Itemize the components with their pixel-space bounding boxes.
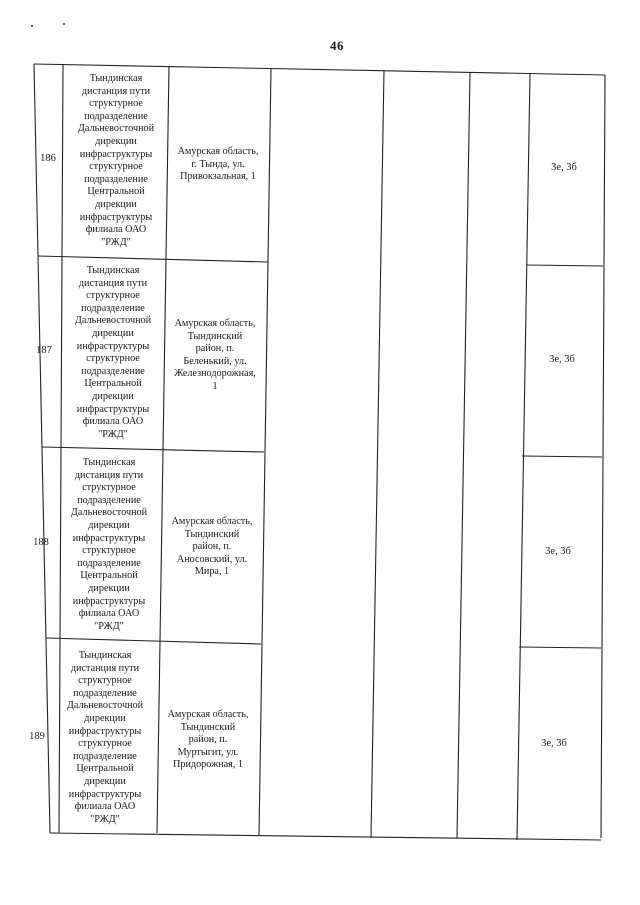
code: 3е, 3б [541, 738, 567, 749]
address: Амурская область, г. Тында, ул. Привокзальная, 1 [177, 146, 259, 183]
code: 3е, 3б [551, 162, 577, 173]
row-number: 188 [33, 537, 49, 548]
organization-name: Тындинская дистанция пути структурное подразделение Дальневосточной дирекции инфраструктуры структурное подразделение Центральной дирекции инфраструктуры филиала ОАО "РЖД" [70, 457, 148, 632]
organization-name: Тындинская дистанция пути структурное подразделение Дальневосточной дирекции инфраструктуры структурное подразделение Центральной дирекции инфраструктуры филиала ОАО "РЖД" [74, 265, 152, 440]
row-number: 186 [40, 153, 56, 164]
page-number: 46 [330, 38, 344, 53]
code: 3е, 3б [549, 354, 575, 365]
address: Амурская область, Тындинский район, п. Муртыгит, ул. Придорожная, 1 [167, 709, 249, 771]
organization-name: Тындинская дистанция пути структурное подразделение Дальневосточной дирекции инфраструктуры структурное подразделение Центральной дирекции инфраструктуры филиала ОАО "РЖД" [66, 650, 144, 825]
row-number: 187 [36, 345, 52, 356]
address: Амурская область, Тындинский район, п. Аносовский, ул. Мира, 1 [171, 516, 253, 578]
row-number: 189 [29, 731, 45, 742]
address: Амурская область, Тындинский район, п. Беленький, ул. Железнодорожная, 1 [174, 318, 256, 392]
code: 3е, 3б [545, 546, 571, 557]
organization-name: Тындинская дистанция пути структурное подразделение Дальневосточной дирекции инфраструктуры структурное подразделение Центральной дирекции инфраструктуры филиала ОАО "РЖД" [77, 73, 155, 248]
